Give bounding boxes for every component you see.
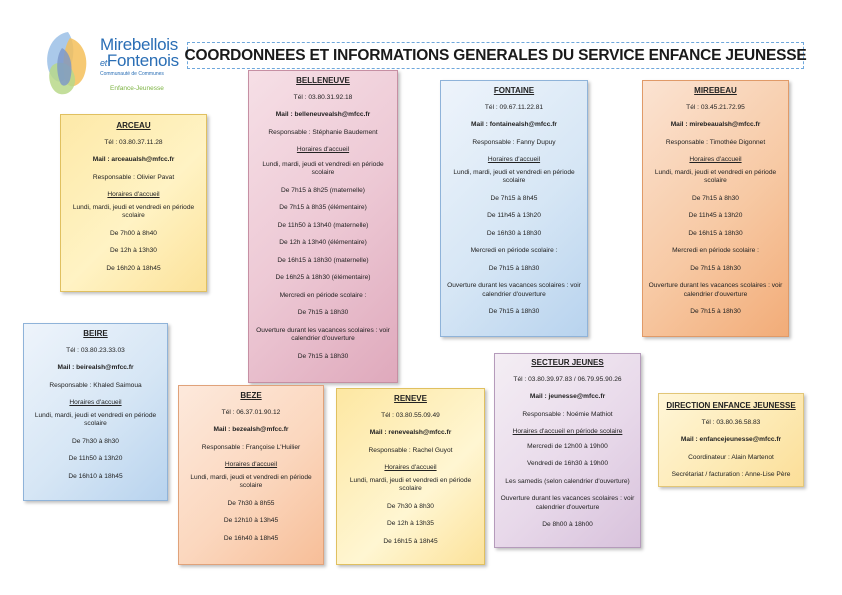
hours-heading: Horaires d'accueil xyxy=(384,464,437,471)
hours-1: De 7h30 à 8h30 xyxy=(387,502,434,510)
hours-heading: Horaires d'accueil xyxy=(689,156,742,163)
email: Mail : mirebeaualsh@mfcc.fr xyxy=(670,121,761,128)
card-secteur-jeunes xyxy=(494,353,641,548)
card-mirebeau xyxy=(642,80,789,337)
hours-heading: Horaires d'accueil xyxy=(69,399,122,406)
wednesday: Mercredi en période scolaire : xyxy=(279,291,367,299)
hours-heading: Horaires d'accueil xyxy=(487,156,541,163)
hours-1: De 7h15 à 8h45 xyxy=(490,194,538,202)
card-title: FONTAINE xyxy=(493,86,535,95)
hours-6: De 16h25 à 18h30 (élémentaire) xyxy=(275,274,371,281)
phone: Tél : 03.80.23.33.03 xyxy=(66,346,125,354)
card-fontaine xyxy=(440,80,588,337)
hours-1: De 7h15 à 8h30 xyxy=(692,194,739,202)
hours-1: De 7h00 à 8h40 xyxy=(110,229,157,237)
holidays: Ouverture durant les vacances scolaires : voir calendrier d'ouverture xyxy=(256,326,390,342)
email: Mail : fontainealsh@mfcc.fr xyxy=(471,121,557,128)
card-title: SECTEUR JEUNES xyxy=(531,358,604,367)
hours-2: De 12h à 13h30 xyxy=(110,247,157,254)
email: Mail : arceaualsh@mfcc.fr xyxy=(92,156,175,163)
card-title: RENEVE xyxy=(394,394,427,403)
email: Mail : renevealsh@mfcc.fr xyxy=(369,429,452,436)
logo-line1: Mirebellois xyxy=(100,35,178,54)
wednesday: Mercredi en période scolaire : xyxy=(470,247,558,254)
card-beire xyxy=(23,323,168,501)
holidays: Ouverture durant les vacances scolaires : voir calendrier d'ouverture xyxy=(500,495,635,511)
wednesday-hours: De 7h15 à 18h30 xyxy=(488,264,540,272)
secretariat: Secrétariat / facturation : Anne-Lise Père xyxy=(671,471,791,478)
hours-3: De 16h40 à 18h45 xyxy=(223,534,279,542)
responsible: Responsable : Fanny Dupuy xyxy=(472,138,556,146)
hours-heading: Horaires d'accueil xyxy=(107,191,160,198)
card-arceau xyxy=(60,114,207,292)
holidays-hours: De 8h00 à 18h00 xyxy=(542,521,593,528)
card-title: ARCEAU xyxy=(116,121,151,130)
card-title: DIRECTION ENFANCE JEUNESSE xyxy=(666,401,796,410)
responsible: Responsable : Timothée Digonnet xyxy=(665,138,766,146)
hours-1: De 7h30 à 8h55 xyxy=(227,499,275,507)
card-title: MIREBEAU xyxy=(694,86,737,95)
logo-tagline: Enfance-Jeunesse xyxy=(110,85,164,92)
saturday: Les samedis (selon calendrier d'ouverture) xyxy=(505,477,630,485)
hours-2: De 12h10 à 13h45 xyxy=(223,517,279,524)
phone: Tél : 03.45.21.72.95 xyxy=(686,103,745,111)
email: Mail : belleneuvealsh@mfcc.fr xyxy=(275,111,371,118)
hours-2: De 11h45 à 13h20 xyxy=(688,212,743,219)
phone: Tél : 09.67.11.22.81 xyxy=(484,103,544,111)
card-beze xyxy=(178,385,324,565)
days: Lundi, mardi, jeudi et vendredi en période scolaire xyxy=(262,160,384,176)
days: Lundi, mardi, jeudi et vendredi en période scolaire xyxy=(349,476,472,492)
days: Lundi, mardi, jeudi et vendredi en période scolaire xyxy=(34,411,157,427)
logo-subtitle: Communauté de Communes xyxy=(100,71,164,77)
card-reneve xyxy=(336,388,485,565)
holidays-hours: De 7h15 à 18h30 xyxy=(297,352,349,360)
holidays: Ouverture durant les vacances scolaires : voir calendrier d'ouverture xyxy=(648,282,783,298)
coordinator: Coordinateur : Alain Martenot xyxy=(688,453,774,461)
email: Mail : bezealsh@mfcc.fr xyxy=(213,426,289,433)
phone: Tél : 03.80.36.58.83 xyxy=(701,418,761,426)
hours-heading: Horaires d'accueil xyxy=(296,146,350,153)
hours-2: De 11h45 à 13h20 xyxy=(487,212,541,219)
holidays-hours: De 7h15 à 18h30 xyxy=(690,308,741,315)
wednesday-hours: De 7h15 à 18h30 xyxy=(297,309,349,316)
email: Mail : jeunesse@mfcc.fr xyxy=(529,393,606,400)
phone: Tél : 03.80.39.97.83 / 06.79.95.90.26 xyxy=(513,375,622,383)
logo-line2: etFontenois xyxy=(100,51,179,70)
hours-1: De 7h15 à 8h25 (maternelle) xyxy=(281,186,365,194)
card-belleneuve xyxy=(248,70,398,383)
phone: Tél : 06.37.01.90.12 xyxy=(221,408,281,416)
card-title: BEZE xyxy=(240,391,262,400)
hours-3: De 16h10 à 18h45 xyxy=(68,472,123,480)
hours-4: De 12h à 13h40 (élémentaire) xyxy=(279,239,367,246)
logo xyxy=(40,28,185,98)
days: Lundi, mardi, jeudi et vendredi en période scolaire xyxy=(72,203,195,219)
hours-3: De 16h15 à 18h30 xyxy=(688,229,743,237)
responsible: Responsable : Khaled Saimoua xyxy=(49,381,142,389)
holidays: Ouverture durant les vacances scolaires : voir calendrier d'ouverture xyxy=(447,282,581,298)
phone: Tél : 03.80.55.09.49 xyxy=(381,411,440,419)
hours-heading: Horaires d'accueil xyxy=(224,461,278,468)
hours-3: De 16h30 à 18h30 xyxy=(486,229,542,237)
hours-5: De 16h15 à 18h30 (maternelle) xyxy=(277,256,369,264)
days: Lundi, mardi, jeudi et vendredi en période scolaire xyxy=(453,168,575,184)
hours-heading: Horaires d'accueil en période scolaire xyxy=(512,428,623,435)
hours-2: De 11h50 à 13h20 xyxy=(68,455,123,462)
responsible: Responsable : Noémie Mathiot xyxy=(522,410,613,418)
holidays-hours: De 7h15 à 18h30 xyxy=(488,308,540,315)
email: Mail : beirealsh@mfcc.fr xyxy=(57,364,134,371)
wednesday: Mercredi en période scolaire : xyxy=(672,247,759,254)
email: Mail : enfancejeunesse@mfcc.fr xyxy=(680,436,782,443)
responsible: Responsable : Rachel Guyot xyxy=(368,446,453,454)
days: Lundi, mardi, jeudi et vendredi en période scolaire xyxy=(654,168,777,184)
responsible: Responsable : Françoise L'Huilier xyxy=(201,443,301,451)
friday: Vendredi de 16h30 à 19h00 xyxy=(526,460,609,467)
page-title: COORDONNEES ET INFORMATIONS GENERALES DU SERVICE ENFANCE JEUNESSE xyxy=(187,42,804,69)
card-title: BELLENEUVE xyxy=(296,76,350,85)
logo-emblem-icon xyxy=(40,28,100,98)
hours-2: De 7h15 à 8h35 (élémentaire) xyxy=(279,204,367,211)
phone: Tél : 03.80.31.92.18 xyxy=(293,93,353,101)
days: Lundi, mardi, jeudi et vendredi en période scolaire xyxy=(190,473,312,489)
responsible: Responsable : Olivier Pavat xyxy=(92,173,175,181)
hours-3: De 11h50 à 13h40 (maternelle) xyxy=(277,221,369,229)
responsible: Responsable : Stéphanie Baudement xyxy=(268,128,378,136)
phone: Tél : 03.80.37.11.28 xyxy=(104,138,163,146)
hours-2: De 12h à 13h35 xyxy=(387,520,434,527)
hours-3: De 16h15 à 18h45 xyxy=(383,537,438,545)
wednesday: Mercredi de 12h00 à 19h00 xyxy=(527,442,608,450)
hours-1: De 7h30 à 8h30 xyxy=(72,437,119,445)
wednesday-hours: De 7h15 à 18h30 xyxy=(690,264,741,272)
card-title: BEIRE xyxy=(83,329,108,338)
hours-3: De 16h20 à 18h45 xyxy=(106,264,161,272)
card-direction xyxy=(658,393,804,487)
